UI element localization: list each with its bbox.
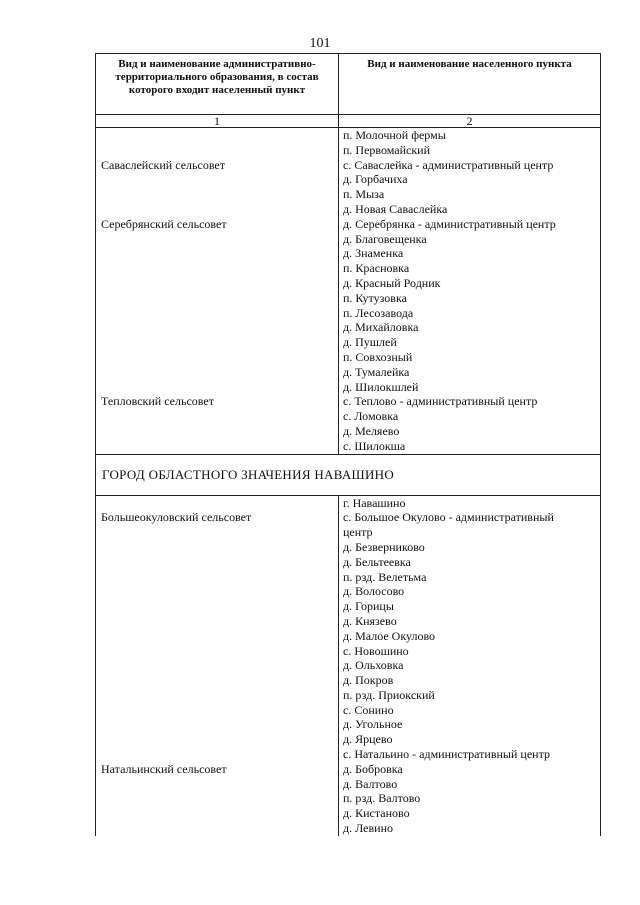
header-col2: Вид и наименование населенного пункта (339, 54, 601, 115)
district-spacer (96, 365, 338, 380)
district-spacer (96, 291, 338, 306)
settlement-item: д. Горбачиха (343, 172, 408, 187)
page-number: 101 (309, 36, 331, 51)
settlement-item: д. Красный Родник (343, 275, 441, 290)
settlement-item: п. рзд. Велетьма (343, 569, 427, 584)
district-spacer (96, 128, 338, 143)
district-spacer (96, 629, 338, 644)
district-spacer (96, 540, 338, 555)
settlement-item: д. Безверниково (343, 539, 425, 554)
district-spacer (96, 439, 338, 454)
settlements-table (95, 53, 601, 836)
district-name: Серебрянский сельсовет (101, 216, 227, 231)
settlement-item: д. Благовещенка (343, 231, 427, 246)
district-spacer (96, 673, 338, 688)
settlement-item: д. Князево (343, 613, 397, 628)
settlement-item: п. Кутузовка (343, 290, 407, 305)
settlement-item: с. Теплово - административный центр (343, 394, 538, 409)
block1-districts (96, 128, 339, 455)
district-spacer (96, 496, 338, 511)
district-spacer (96, 806, 338, 821)
settlement-item: с. Саваслейка - административный центр (343, 157, 554, 172)
district-spacer (96, 202, 338, 217)
district-spacer (96, 747, 338, 762)
settlement-item: д. Волосово (343, 584, 405, 599)
column-number-2: 2 (339, 115, 601, 128)
district-name: Тепловский сельсовет (101, 394, 214, 409)
district-spacer (96, 658, 338, 673)
district-spacer (96, 777, 338, 792)
settlement-item: д. Левино (343, 821, 393, 836)
district-spacer (96, 246, 338, 261)
district-spacer (96, 232, 338, 247)
district-spacer (96, 555, 338, 570)
district-spacer (96, 584, 338, 599)
district-spacer (96, 143, 338, 158)
header-row (96, 54, 601, 115)
district-spacer (96, 187, 338, 202)
district-name: Саваслейский сельсовет (101, 157, 225, 172)
settlement-item: с. Новошино (343, 643, 409, 658)
settlement-item: д. Горицы (343, 599, 394, 614)
settlement-item: д. Новая Саваслейка (343, 201, 448, 216)
settlement-item: с. Натальино - административный центр (343, 747, 550, 762)
settlement-item: д. Знаменка (343, 246, 404, 261)
district-spacer (96, 644, 338, 659)
settlement-item: д. Валтово (343, 776, 398, 791)
block2-settlements (339, 495, 601, 836)
block1-row (96, 128, 601, 455)
district-spacer (96, 717, 338, 732)
settlement-item: п. Совхозный (343, 349, 413, 364)
settlement-item: с. Сонино (343, 702, 394, 717)
settlement-item: д. Ярцево (343, 732, 393, 747)
settlement-item: д. Меляево (343, 423, 400, 438)
district-spacer (96, 525, 338, 540)
district-spacer (96, 276, 338, 291)
district-spacer (96, 172, 338, 187)
district-spacer (96, 320, 338, 335)
district-spacer (96, 703, 338, 718)
district-spacer (96, 614, 338, 629)
settlement-item: с. Большое Окулово - административный (343, 510, 554, 525)
settlement-item: д. Малое Окулово (343, 628, 436, 643)
district-spacer (96, 732, 338, 747)
block1-settlements (339, 128, 601, 455)
settlement-item: п. Молочной фермы (343, 128, 446, 142)
settlement-item: д. Угольное (343, 717, 403, 732)
district-spacer (96, 409, 338, 424)
settlement-item: п. рзд. Валтово (343, 791, 421, 806)
block2-row (96, 495, 601, 836)
district-spacer (96, 350, 338, 365)
district-spacer (96, 791, 338, 806)
settlement-item: д. Серебрянка - административный центр (343, 216, 556, 231)
section-title: ГОРОД ОБЛАСТНОГО ЗНАЧЕНИЯ НАВАШИНО (96, 454, 601, 495)
settlement-item: д. Михайловка (343, 320, 419, 335)
settlement-item: д. Тумалейка (343, 364, 410, 379)
district-spacer (96, 570, 338, 585)
settlement-item: центр (343, 525, 373, 540)
settlement-item: д. Шилокшлей (343, 379, 419, 394)
column-number-row (96, 115, 601, 128)
settlement-item: д. Пушлей (343, 335, 397, 350)
settlement-item: д. Покров (343, 673, 394, 688)
settlement-item: с. Ломовка (343, 409, 399, 424)
settlement-item: д. Кистаново (343, 806, 410, 821)
district-spacer (96, 599, 338, 614)
settlement-item: п. Первомайский (343, 142, 431, 157)
settlement-item: д. Ольховка (343, 658, 404, 673)
settlement-item: д. Бельтеевка (343, 554, 411, 569)
district-name: Большеокуловский сельсовет (101, 510, 252, 525)
block2-districts (96, 495, 339, 836)
district-spacer (96, 261, 338, 276)
section-row (96, 454, 601, 495)
settlement-item: д. Бобровка (343, 761, 403, 776)
column-number-1: 1 (96, 115, 339, 128)
settlement-item: с. Шилокша (343, 438, 406, 453)
settlement-item: г. Навашино (343, 495, 406, 510)
district-spacer (96, 335, 338, 350)
header-col1: Вид и наименование административно-территориального образования, в состав которого входит населенный пункт (96, 54, 339, 115)
settlement-item: п. рзд. Приокский (343, 687, 435, 702)
district-spacer (96, 688, 338, 703)
district-spacer (96, 424, 338, 439)
settlement-item: п. Красновка (343, 261, 410, 276)
district-name: Натальинский сельсовет (101, 761, 227, 776)
district-spacer (96, 380, 338, 395)
settlement-item: п. Лесозавода (343, 305, 414, 320)
district-spacer (96, 821, 338, 836)
district-spacer (96, 306, 338, 321)
settlement-item: п. Мыза (343, 187, 385, 202)
